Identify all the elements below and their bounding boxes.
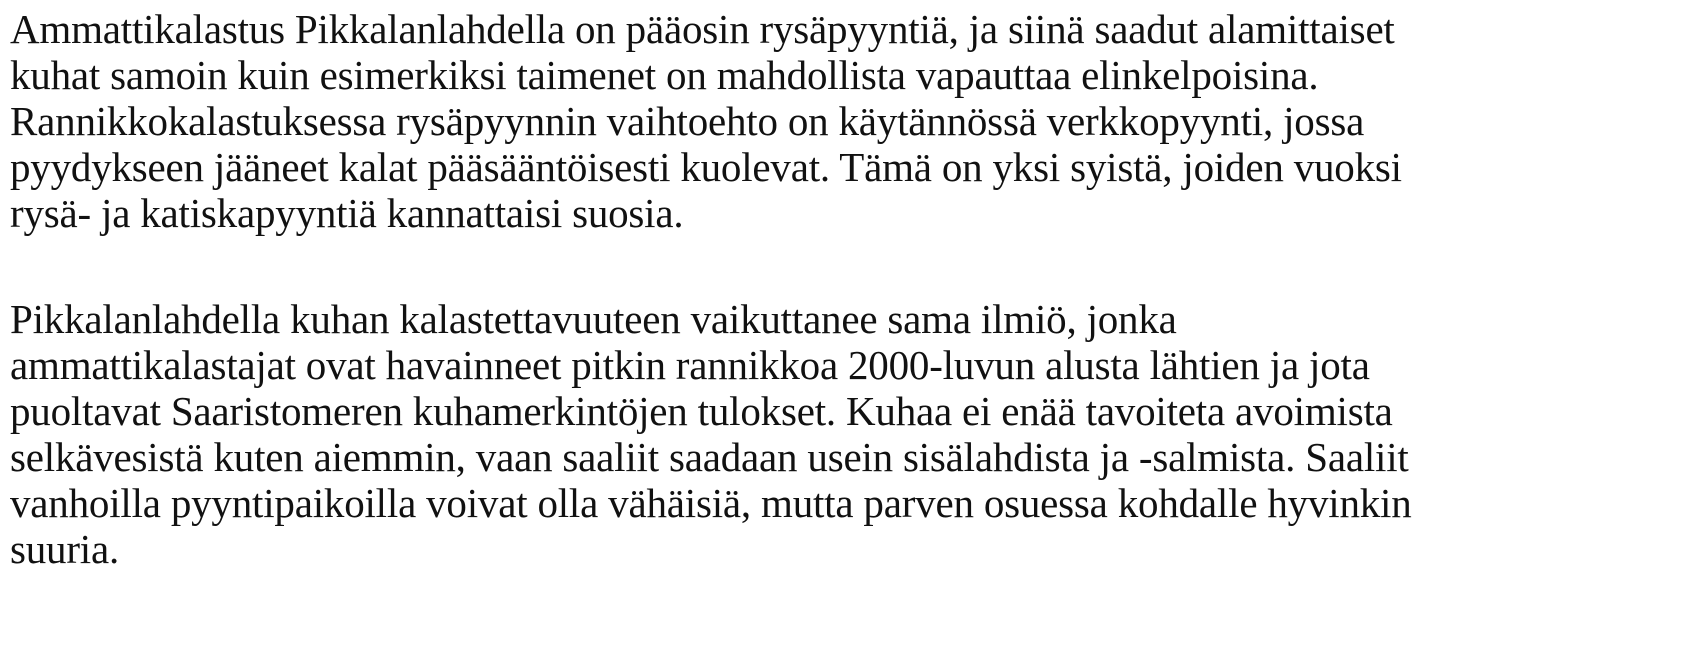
document-page bbox=[10, 6, 1690, 572]
text-line: Ammattikalastus Pikkalanlahdella on pääosin rysäpyyntiä, ja siinä saadut alamittaiset bbox=[10, 6, 1395, 52]
paragraph-1 bbox=[10, 6, 1690, 236]
text-line: Rannikkokalastuksessa rysäpyynnin vaihtoehto on käytännössä verkkopyynti, jossa bbox=[10, 98, 1365, 144]
text-line: rysä- ja katiskapyyntiä kannattaisi suosia. bbox=[10, 190, 684, 236]
paragraph-2 bbox=[10, 296, 1690, 572]
text-line: vanhoilla pyyntipaikoilla voivat olla vähäisiä, mutta parven osuessa kohdalle hyvinkin bbox=[10, 480, 1412, 526]
text-line: suuria. bbox=[10, 526, 120, 572]
text-line: puoltavat Saaristomeren kuhamerkintöjen tulokset. Kuhaa ei enää tavoiteta avoimista bbox=[10, 388, 1393, 434]
paragraph-spacer bbox=[10, 236, 1690, 296]
text-line: Pikkalanlahdella kuhan kalastettavuuteen vaikuttanee sama ilmiö, jonka bbox=[10, 296, 1177, 342]
text-line: selkävesistä kuten aiemmin, vaan saaliit saadaan usein sisälahdista ja -salmista. Saaliit bbox=[10, 434, 1409, 480]
text-line: kuhat samoin kuin esimerkiksi taimenet on mahdollista vapauttaa elinkelpoisina. bbox=[10, 52, 1319, 98]
text-line: ammattikalastajat ovat havainneet pitkin rannikkoa 2000-luvun alusta lähtien ja jota bbox=[10, 342, 1370, 388]
text-line: pyydykseen jääneet kalat pääsääntöisesti kuolevat. Tämä on yksi syistä, joiden vuoksi bbox=[10, 144, 1402, 190]
